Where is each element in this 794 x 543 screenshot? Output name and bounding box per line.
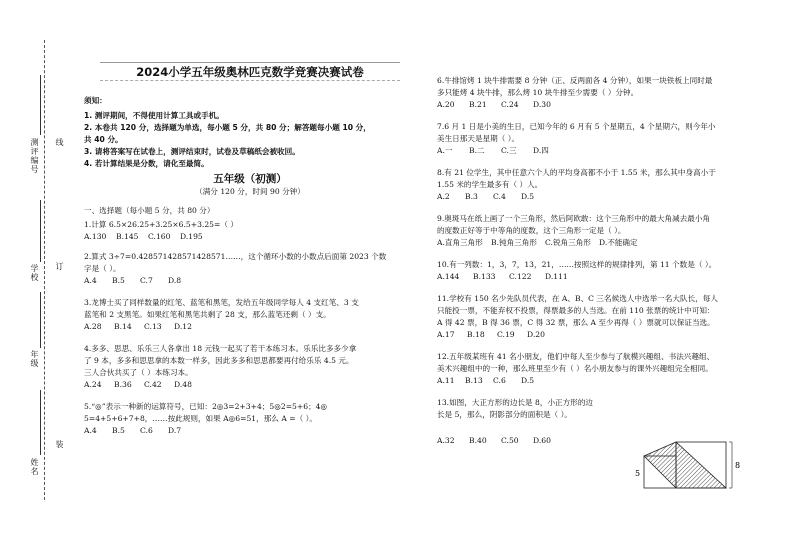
question-options bbox=[437, 237, 767, 249]
option-a[interactable]: A.144 bbox=[437, 272, 460, 281]
option-d[interactable]: D.30 bbox=[533, 100, 551, 109]
option-b[interactable]: B.13 bbox=[465, 376, 483, 385]
option-c[interactable]: C.50 bbox=[501, 436, 519, 445]
question-item bbox=[84, 219, 414, 243]
notice-item: 3. 请将答案写在试卷上，测评结束时，试卷及草稿纸会被收回。 bbox=[84, 147, 300, 156]
option-c[interactable]: C.锐角三角形 bbox=[545, 238, 591, 247]
question-text: 12.五年级某班有 41 名小朋友，他们中每人至少参与了航模兴趣组、书法兴趣组、 bbox=[437, 352, 715, 361]
option-c[interactable]: C.13 bbox=[144, 322, 162, 331]
question-text: 3.龙博士买了同样数量的红笔、蓝笔和黑笔，发给五年级同学每人 4 支红笔、3 支 bbox=[84, 298, 359, 307]
question-text: 的度数正好等于中等角的度数，这个三角形一定是（ ）。 bbox=[437, 226, 626, 235]
question-text: 5=4+5+6+7+8，……按此规则，如果 A◎6=51，那么 A =（ ）。 bbox=[84, 414, 317, 423]
exam-title: 2024小学五年级奥林匹克数学竞赛决赛试卷 bbox=[136, 65, 364, 79]
question-item bbox=[437, 259, 767, 283]
section-title: 五年级（初测） bbox=[213, 173, 287, 185]
question-text: 9.奥斑马在纸上画了一个三角形，然后阿欧敢：这个三角形中的最大角减去最小角 bbox=[437, 214, 711, 223]
notice-item: 1. 测评期间，不得使用计算工具或手机。 bbox=[84, 111, 224, 120]
option-c[interactable]: C.19 bbox=[497, 330, 515, 339]
option-b[interactable]: B.18 bbox=[467, 330, 485, 339]
notice-heading: 须知： bbox=[84, 96, 107, 105]
option-c[interactable]: C.4 bbox=[493, 192, 506, 201]
notice-item: 4. 若计算结果是分数，请化至最简。 bbox=[84, 159, 209, 168]
notice-item: 共 40 分。 bbox=[84, 135, 123, 144]
option-d[interactable]: D.不能确定 bbox=[599, 238, 638, 247]
question-text: 长是 5，那么，阴影部分的面积是（ ）。 bbox=[437, 410, 572, 419]
option-d[interactable]: D.195 bbox=[180, 232, 203, 241]
question-text: 4.多多、思思、乐乐三人各拿出 18 元钱一起买了若干本练习本。乐乐比多多少拿 bbox=[84, 344, 357, 353]
option-d[interactable]: D.8 bbox=[168, 276, 182, 285]
question-item bbox=[84, 297, 414, 333]
question-item bbox=[437, 213, 767, 249]
question-text: 13.如图，大正方形的边长是 8，小正方形的边 bbox=[437, 398, 594, 407]
question-item bbox=[437, 121, 767, 157]
option-b[interactable]: B.14 bbox=[114, 322, 132, 331]
question-text: A 得 42 票，B 得 36 票，C 得 32 票，那么 A 至少再得（ ）票就可以保证当选。 bbox=[437, 318, 715, 327]
option-c[interactable]: C.160 bbox=[148, 232, 171, 241]
question-options bbox=[84, 231, 414, 243]
option-c[interactable]: C.6 bbox=[140, 426, 153, 435]
question-item bbox=[437, 293, 767, 341]
student-id-field[interactable] bbox=[40, 75, 41, 135]
question-options bbox=[437, 99, 767, 111]
option-d[interactable]: D.5 bbox=[521, 376, 535, 385]
question-options bbox=[437, 145, 767, 157]
notice-list bbox=[84, 110, 371, 170]
part-heading: 一、选择题（每小题 5 分，共 80 分） bbox=[84, 206, 215, 215]
option-a[interactable]: A.17 bbox=[437, 330, 455, 339]
option-d[interactable]: D.四 bbox=[533, 146, 549, 155]
big-side-label: 8 bbox=[735, 461, 741, 470]
question-item bbox=[437, 75, 767, 111]
option-c[interactable]: C.6 bbox=[493, 376, 506, 385]
question-options bbox=[437, 375, 767, 387]
question-text: 1.55 米的学生最多有（ ）人。 bbox=[437, 180, 543, 189]
question-text: 美生日那天是星期（ ）。 bbox=[437, 134, 520, 143]
option-a[interactable]: A.2 bbox=[437, 192, 450, 201]
option-a[interactable]: A.直角三角形 bbox=[437, 238, 483, 247]
question-item bbox=[437, 167, 767, 203]
question-options bbox=[437, 191, 767, 203]
option-b[interactable]: B.133 bbox=[473, 272, 496, 281]
seal-mark-bind: 装 bbox=[55, 440, 64, 449]
top-rule bbox=[100, 62, 400, 63]
option-d[interactable]: D.20 bbox=[527, 330, 545, 339]
grade-label: 年级 bbox=[30, 350, 39, 368]
option-a[interactable]: A.20 bbox=[437, 100, 455, 109]
notice-item: 2. 本卷共 120 分，选择题为单选，每小题 5 分，共 80 分；解答题每小题 10 分， bbox=[84, 123, 371, 132]
question-text: 2.算式 3÷7=0.428571428571428571……，这个循环小数的小数点后面第 2023 个数 bbox=[84, 252, 387, 261]
name-field[interactable] bbox=[40, 390, 41, 455]
shaded-region bbox=[644, 442, 726, 488]
option-a[interactable]: A.130 bbox=[84, 232, 107, 241]
option-c[interactable]: C.122 bbox=[509, 272, 532, 281]
option-b[interactable]: B.36 bbox=[114, 380, 132, 389]
option-d[interactable]: D.111 bbox=[545, 272, 568, 281]
question-options bbox=[84, 275, 414, 287]
seal-mark-line: 线 bbox=[55, 138, 64, 147]
option-d[interactable]: D.60 bbox=[533, 436, 551, 445]
question-text: 6.牛排馆烤 1 块牛排需要 8 分钟（正、反两面各 4 分钟），如果一块铁板上同时最 bbox=[437, 76, 713, 85]
option-c[interactable]: C.三 bbox=[501, 146, 517, 155]
option-d[interactable]: D.7 bbox=[168, 426, 182, 435]
question-text: 1.计算 6.5×26.25+3.25×6.5+3.25=（ ） bbox=[84, 220, 238, 229]
grade-field[interactable] bbox=[40, 292, 41, 348]
question-options bbox=[437, 329, 767, 341]
option-d[interactable]: D.12 bbox=[174, 322, 192, 331]
question-text: 字是（ ）。 bbox=[84, 264, 121, 273]
option-b[interactable]: B.钝角三角形 bbox=[491, 238, 537, 247]
question-item bbox=[437, 351, 767, 387]
small-side-label: 5 bbox=[635, 469, 641, 478]
option-a[interactable]: A.一 bbox=[437, 146, 453, 155]
question-item bbox=[84, 401, 414, 437]
name-label: 姓名 bbox=[30, 458, 39, 476]
option-a[interactable]: A.28 bbox=[84, 322, 102, 331]
option-b[interactable]: B.3 bbox=[465, 192, 478, 201]
option-b[interactable]: B.21 bbox=[469, 100, 487, 109]
section-note: （满分 120 分，时间 90 分钟） bbox=[195, 187, 305, 196]
option-a[interactable]: A.24 bbox=[84, 380, 102, 389]
question-options bbox=[84, 425, 414, 437]
option-c[interactable]: C.24 bbox=[501, 100, 519, 109]
option-b[interactable]: B.5 bbox=[112, 276, 125, 285]
question-text: 8.有 21 位学生，其中任意六个人的平均身高都不小于 1.55 米，那么其中身高小于 bbox=[437, 168, 716, 177]
question-text: 只能投一票，不能弃权不投票，得票最多的人当选。在前 110 张票的统计中可知： bbox=[437, 306, 715, 315]
student-id-label: 测评编号 bbox=[30, 138, 39, 174]
binding-dashed-line bbox=[44, 40, 45, 500]
title-rule bbox=[100, 80, 400, 81]
question-text: 10.有一列数：1，3，7，13，21，……按照这样的规律排列，第 11 个数是（ ）。 bbox=[437, 260, 717, 269]
option-a[interactable]: A.4 bbox=[84, 276, 97, 285]
question-text: 11.学校有 150 名少先队员代表，在 A、B、C 三名候选人中选举一名大队长，每人 bbox=[437, 294, 718, 303]
question-options bbox=[437, 271, 767, 283]
question-text: 多只能烤 4 块牛排，那么烤 10 块牛排至少需要（ ）分钟。 bbox=[437, 88, 639, 97]
option-a[interactable]: A.11 bbox=[437, 376, 455, 385]
question-item bbox=[84, 251, 414, 287]
question-options bbox=[84, 321, 414, 333]
question-text: 7.6 月 1 日是小美的生日，已知今年的 6 月有 5 个星期五，4 个星期六，则今年小 bbox=[437, 122, 716, 131]
seal-mark-staple: 订 bbox=[55, 262, 64, 271]
option-b[interactable]: B.40 bbox=[469, 436, 487, 445]
option-c[interactable]: C.42 bbox=[144, 380, 162, 389]
option-b[interactable]: B.5 bbox=[112, 426, 125, 435]
option-c[interactable]: C.7 bbox=[140, 276, 153, 285]
option-b[interactable]: B.145 bbox=[116, 232, 139, 241]
question-options bbox=[84, 379, 414, 391]
question-text: 了 9 本，多多和思思拿的本数一样多，因此多多和思思都要再付给乐乐 4.5 元。 bbox=[84, 356, 354, 365]
school-field[interactable] bbox=[40, 200, 41, 262]
question-text: 5.“◎”表示一种新的运算符号，已知：2◎3=2+3+4；5◎2=5+6；4◎ bbox=[84, 402, 328, 411]
option-d[interactable]: D.5 bbox=[521, 192, 535, 201]
question-text: 美术兴趣组中的一种，那么班里至少有（ ）名小朋友参与的课外兴趣组完全相同。 bbox=[437, 364, 713, 373]
right-question-column bbox=[437, 75, 767, 447]
option-b[interactable]: B.二 bbox=[469, 146, 485, 155]
question-text: 三人合伙共买了（ ）本练习本。 bbox=[84, 368, 193, 377]
option-a[interactable]: A.32 bbox=[437, 436, 455, 445]
question-item bbox=[84, 343, 414, 391]
question-text: 蓝笔和 2 支黑笔。如果红笔和黑笔共剩了 28 支，那么蓝笔还剩（ ）支。 bbox=[84, 310, 331, 319]
school-label: 学校 bbox=[30, 264, 39, 282]
option-d[interactable]: D.48 bbox=[174, 380, 192, 389]
squares-figure bbox=[632, 438, 744, 494]
option-a[interactable]: A.4 bbox=[84, 426, 97, 435]
left-question-column bbox=[84, 219, 414, 437]
